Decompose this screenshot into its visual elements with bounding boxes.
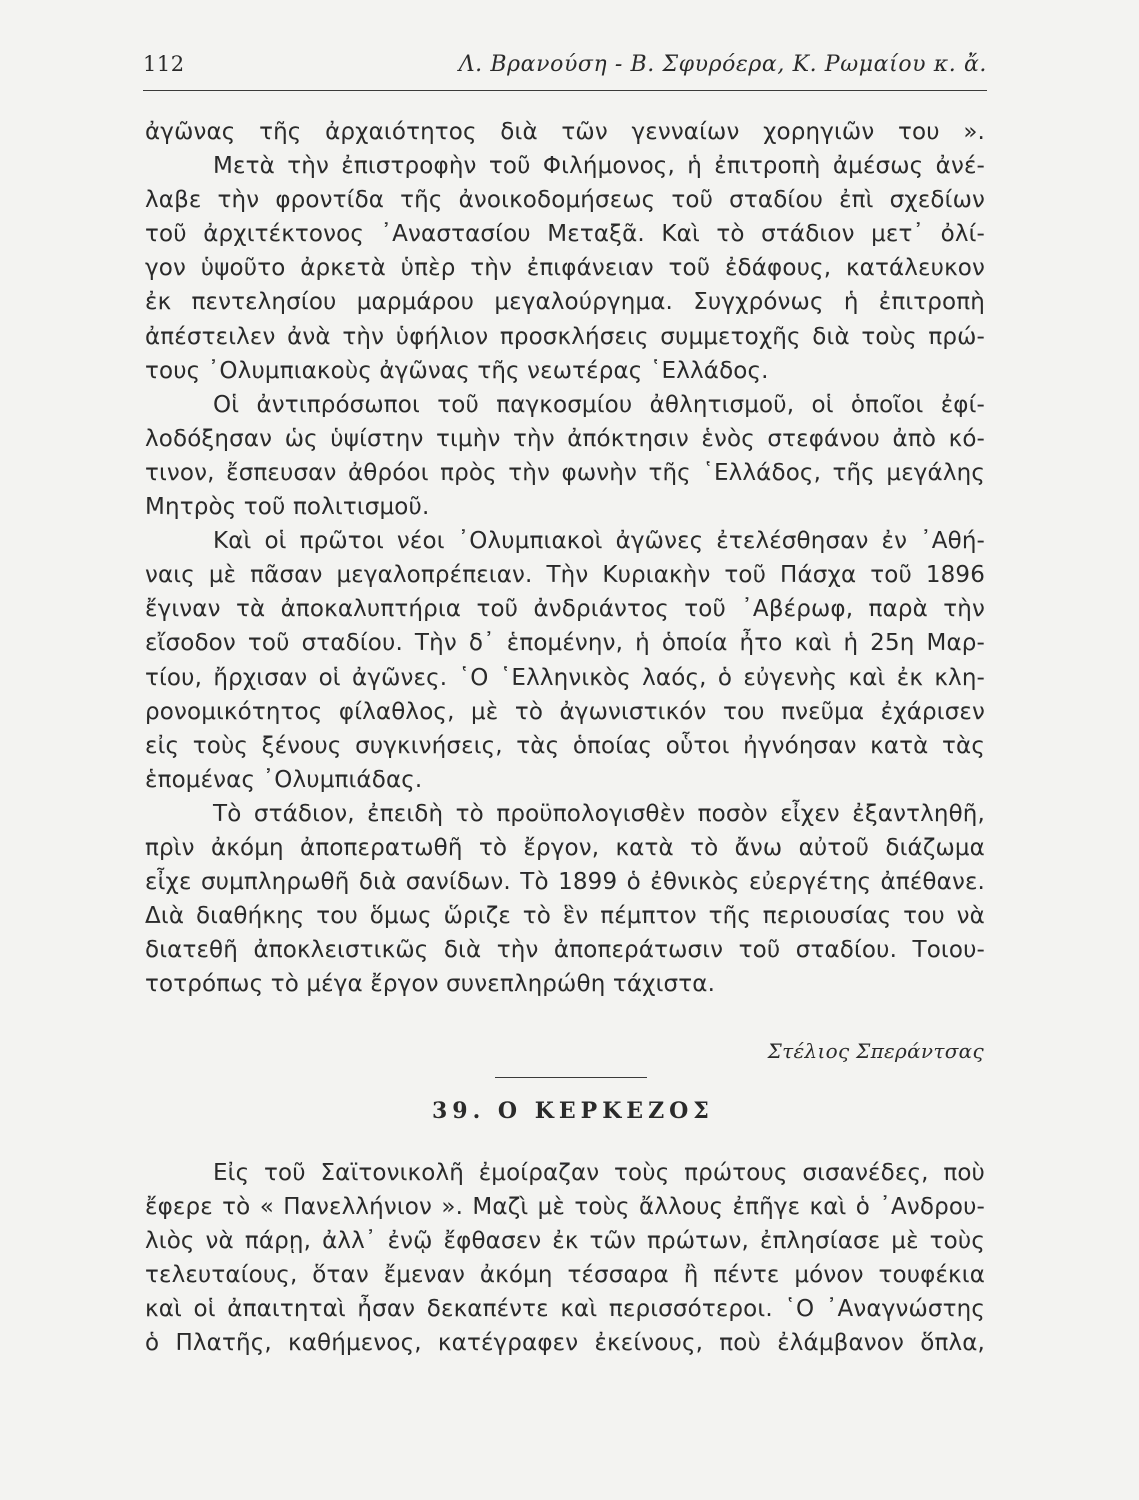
text-line: τίου, ἤρχισαν οἱ ἀγῶνες. ῾Ο ῾Ελληνικὸς λαός, ὁ εὐγενὴς καὶ ἐκ κλη-: [145, 664, 985, 691]
text-line: εἰς τοὺς ξένους συγκινήσεις, τὰς ὁποίας οὗτοι ἠγνόησαν κατὰ τὰς: [145, 732, 985, 759]
text-line: διατεθῆ ἀποκλειστικῶς διὰ τὴν ἀποπεράτωσιν τοῦ σταδίου. Τοιου-: [145, 937, 985, 964]
section-divider: [495, 1077, 647, 1078]
running-title: Λ. Βρανούση - Β. Σφυρόερα, Κ. Ρωμαίου κ. ἄ.: [458, 52, 987, 77]
text-line: λιὸς νὰ πάρῃ, ἀλλ᾿ ἐνῷ ἔφθασεν ἐκ τῶν πρώτων, ἐπλησίασε μὲ τοὺς: [145, 1228, 985, 1255]
text-line: γον ὑψοῦτο ἀρκετὰ ὑπὲρ τὴν ἐπιφάνειαν τοῦ ἐδάφους, κατάλευκον: [145, 255, 985, 282]
article-body: [145, 115, 985, 1001]
text-line: τινον, ἔσπευσαν ἀθρόοι πρὸς τὴν φωνὴν τῆς ῾Ελλάδος, τῆς μεγάλης: [145, 459, 985, 486]
section-heading: 39. Ο ΚΕΡΚΕΖΟΣ: [432, 1098, 714, 1124]
text-line: ἐκ πεντελησίου μαρμάρου μεγαλούργημα. Συγχρόνως ἡ ἐπιτροπὴ: [145, 289, 985, 316]
text-line: ρονομικότητος φίλαθλος, μὲ τὸ ἀγωνιστικόν του πνεῦμα ἐχάρισεν: [145, 698, 985, 725]
text-line: Τὸ στάδιον, ἐπειδὴ τὸ προϋπολογισθὲν ποσὸν εἶχεν ἐξαντληθῆ,: [213, 800, 985, 827]
text-line: Οἱ ἀντιπρόσωποι τοῦ παγκοσμίου ἀθλητισμοῦ, οἱ ὁποῖοι ἐφί-: [213, 391, 985, 418]
text-line: ὁ Πλατῆς, καθήμενος, κατέγραφεν ἐκείνους, ποὺ ἐλάμβανον ὅπλα,: [145, 1330, 985, 1357]
text-line: καὶ οἱ ἀπαιτηταὶ ἦσαν δεκαπέντε καὶ περισσότεροι. ῾Ο ᾿Αναγνώστης: [145, 1296, 985, 1323]
text-line: τελευταίους, ὅταν ἔμεναν ἀκόμη τέσσαρα ἢ πέντε μόνον τουφέκια: [145, 1262, 985, 1289]
text-line: λοδόξησαν ὡς ὑψίστην τιμὴν τὴν ἀπόκτησιν ἑνὸς στεφάνου ἀπὸ κό-: [145, 425, 985, 452]
running-head: [143, 50, 987, 91]
text-line: ἔφερε τὸ « Πανελλήνιον ». Μαζὶ μὲ τοὺς ἄλλους ἐπῆγε καὶ ὁ ᾿Ανδρου-: [145, 1194, 985, 1221]
text-line: τους ᾿Ολυμπιακοὺς ἀγῶνας τῆς νεωτέρας ῾Ελλάδος.: [145, 357, 769, 384]
text-line: Μετὰ τὴν ἐπιστροφὴν τοῦ Φιλήμονος, ἡ ἐπιτροπὴ ἀμέσως ἀνέ-: [213, 153, 985, 180]
text-line: τοῦ ἀρχιτέκτονος ᾿Αναστασίου Μεταξᾶ. Καὶ τὸ στάδιον μετ᾿ ὀλί-: [145, 221, 985, 248]
text-line: εἶχε συμπληρωθῆ διὰ σανίδων. Τὸ 1899 ὁ ἐθνικὸς εὐεργέτης ἀπέθανε.: [145, 869, 985, 896]
text-line: ἑπομένας ᾿Ολυμπιάδας.: [145, 766, 423, 793]
text-line: ἀγῶνας τῆς ἀρχαιότητος διὰ τῶν γενναίων χορηγιῶν του ».: [145, 119, 985, 145]
text-line: Εἰς τοῦ Σαϊτονικολῆ ἐμοίραζαν τοὺς πρώτους σισανέδες, ποὺ: [213, 1160, 985, 1186]
page-number: 112: [143, 52, 185, 76]
text-line: λαβε τὴν φροντίδα τῆς ἀνοικοδομήσεως τοῦ σταδίου ἐπὶ σχεδίων: [145, 187, 985, 214]
text-line: πρὶν ἀκόμη ἀποπερατωθῆ τὸ ἔργον, κατὰ τὸ ἄνω αὐτοῦ διάζωμα: [145, 834, 985, 861]
text-line: ναις μὲ πᾶσαν μεγαλοπρέπειαν. Τὴν Κυριακὴν τοῦ Πάσχα τοῦ 1896: [145, 562, 985, 589]
text-line: ἀπέστειλεν ἀνὰ τὴν ὑφήλιον προσκλήσεις συμμετοχῆς διὰ τοὺς πρώ-: [145, 323, 985, 350]
author-signature: Στέλιος Σπεράντσας: [767, 1039, 984, 1063]
text-line: Διὰ διαθήκης του ὅμως ὥριζε τὸ ἓν πέμπτον τῆς περιουσίας του νὰ: [145, 903, 985, 930]
section-body: [145, 1156, 985, 1361]
text-line: τοτρόπως τὸ μέγα ἔργον συνεπληρώθη τάχιστα.: [145, 971, 716, 998]
text-line: εἴσοδον τοῦ σταδίου. Τὴν δ᾿ ἑπομένην, ἡ ὁποία ἦτο καὶ ἡ 25η Μαρ-: [145, 630, 985, 657]
text-line: ἔγιναν τὰ ἀποκαλυπτήρια τοῦ ἀνδριάντος τοῦ ᾿Αβέρωφ, παρὰ τὴν: [145, 596, 985, 623]
text-line: Μητρὸς τοῦ πολιτισμοῦ.: [145, 494, 430, 521]
text-line: Καὶ οἱ πρῶτοι νέοι ᾿Ολυμπιακοὶ ἀγῶνες ἐτελέσθησαν ἐν ᾿Αθή-: [213, 528, 985, 555]
